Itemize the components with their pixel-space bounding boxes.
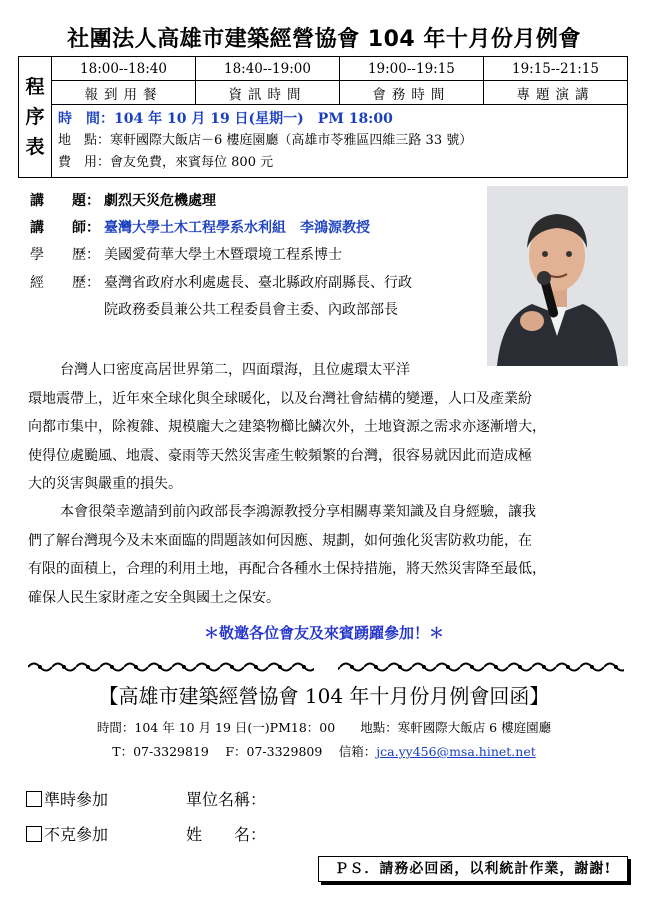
schedule-table <box>18 56 628 178</box>
absent-checkbox[interactable] <box>26 826 42 842</box>
schedule-side-label: 程 序 表 <box>19 57 52 178</box>
attend-row <box>26 787 108 810</box>
schedule-item-2: 資訊時間 <box>195 81 339 105</box>
reply-datetime-place: 時間：104 年 10 月 19 日(一)PM18：00 地點：寒軒國際大飯店 6 樓庭園廳 <box>96 720 552 735</box>
name-label: 姓 名： <box>186 825 267 844</box>
reply-title: 【高雄市建築經營協會 104 年十月份月例會回函】 <box>98 684 550 708</box>
schedule-time-3: 19:00--19:15 <box>339 57 483 81</box>
speaker-topic: 講 題： 劇烈天災危機處理 <box>30 193 216 209</box>
event-fee: 費 用：會友免費，來賓每位 800 元 <box>58 155 274 170</box>
schedule-time-4: 19:15--21:15 <box>483 57 627 81</box>
attend-label: 準時參加 <box>44 790 109 809</box>
paragraph-2: 本會很榮幸邀請到前內政部長李鴻源教授分享相關專業知識及自身經驗，讓我 們了解台灣現今及未來面臨的問題該如何因應、規劃，如何強化災害防救功能，在 有限的面積上，合理的利用土地，再配合各種水土保持措施，將天然災害降至最低， 確保人民生家財產之安全與國土之保安。 <box>28 504 546 606</box>
schedule-time-1: 18:00--18:40 <box>52 57 196 81</box>
ps-note: ＰＳ．請務必回函，以利統計作業，謝謝! <box>318 856 628 882</box>
attend-checkbox[interactable] <box>26 791 42 807</box>
speaker-name: 講 師： 臺灣大學土木工程學系水利組 李鴻源教授 <box>30 220 370 236</box>
ornamental-divider <box>28 660 624 674</box>
speaker-experience: 經 歷： 臺灣省政府水利處處長、臺北縣政府副縣長、行政 院政務委員兼公共工程委員會主委、內政部部長 <box>30 275 412 318</box>
schedule-item-1: 報到用餐 <box>52 81 196 105</box>
schedule-item-4: 專題演講 <box>483 81 627 105</box>
schedule-item-3: 會務時間 <box>339 81 483 105</box>
event-place: 地 點：寒軒國際大飯店－6 樓庭園廳（高雄市苓雅區四維三路 33 號） <box>58 133 473 148</box>
email-link[interactable]: jca.yy456@msa.hinet.net <box>376 744 536 759</box>
schedule-time-2: 18:40--19:00 <box>195 57 339 81</box>
speaker-education: 學 歷： 美國愛荷華大學土木暨環境工程系博士 <box>30 247 342 263</box>
absent-label: 不克參加 <box>44 825 109 844</box>
page-title: 社團法人高雄市建築經營協會 104 年十月份月例會 <box>67 27 581 52</box>
reply-contact: T：07-3329819 F：07-3329809 信箱：jca.yy456@msa.hinet.net <box>112 744 536 759</box>
unit-name-label: 單位名稱： <box>186 790 267 809</box>
event-time: 時 間：104 年 10 月 19 日(星期一) PM 18:00 <box>58 111 393 127</box>
schedule-info <box>52 105 628 178</box>
paragraph-1: 台灣人口密度高居世界第二，四面環海，且位處環太平洋 環地震帶上，近年來全球化與全球暖化，以及台灣社會結構的變遷，人口及產業紛 向都市集中，除複雜、規模龐大之建築物櫛比鱗次外，土地資源之需求亦逐漸增大， 使得位處颱風、地震、豪雨等天然災害產生較頻繁的台灣，很容易就因此而造成極 大的災害與嚴重的損失。 <box>28 362 546 492</box>
absent-row <box>26 822 108 845</box>
speaker-photo <box>487 186 628 366</box>
invitation-text: ＊敬邀各位會友及來賓踴躍參加！＊ <box>203 624 444 642</box>
